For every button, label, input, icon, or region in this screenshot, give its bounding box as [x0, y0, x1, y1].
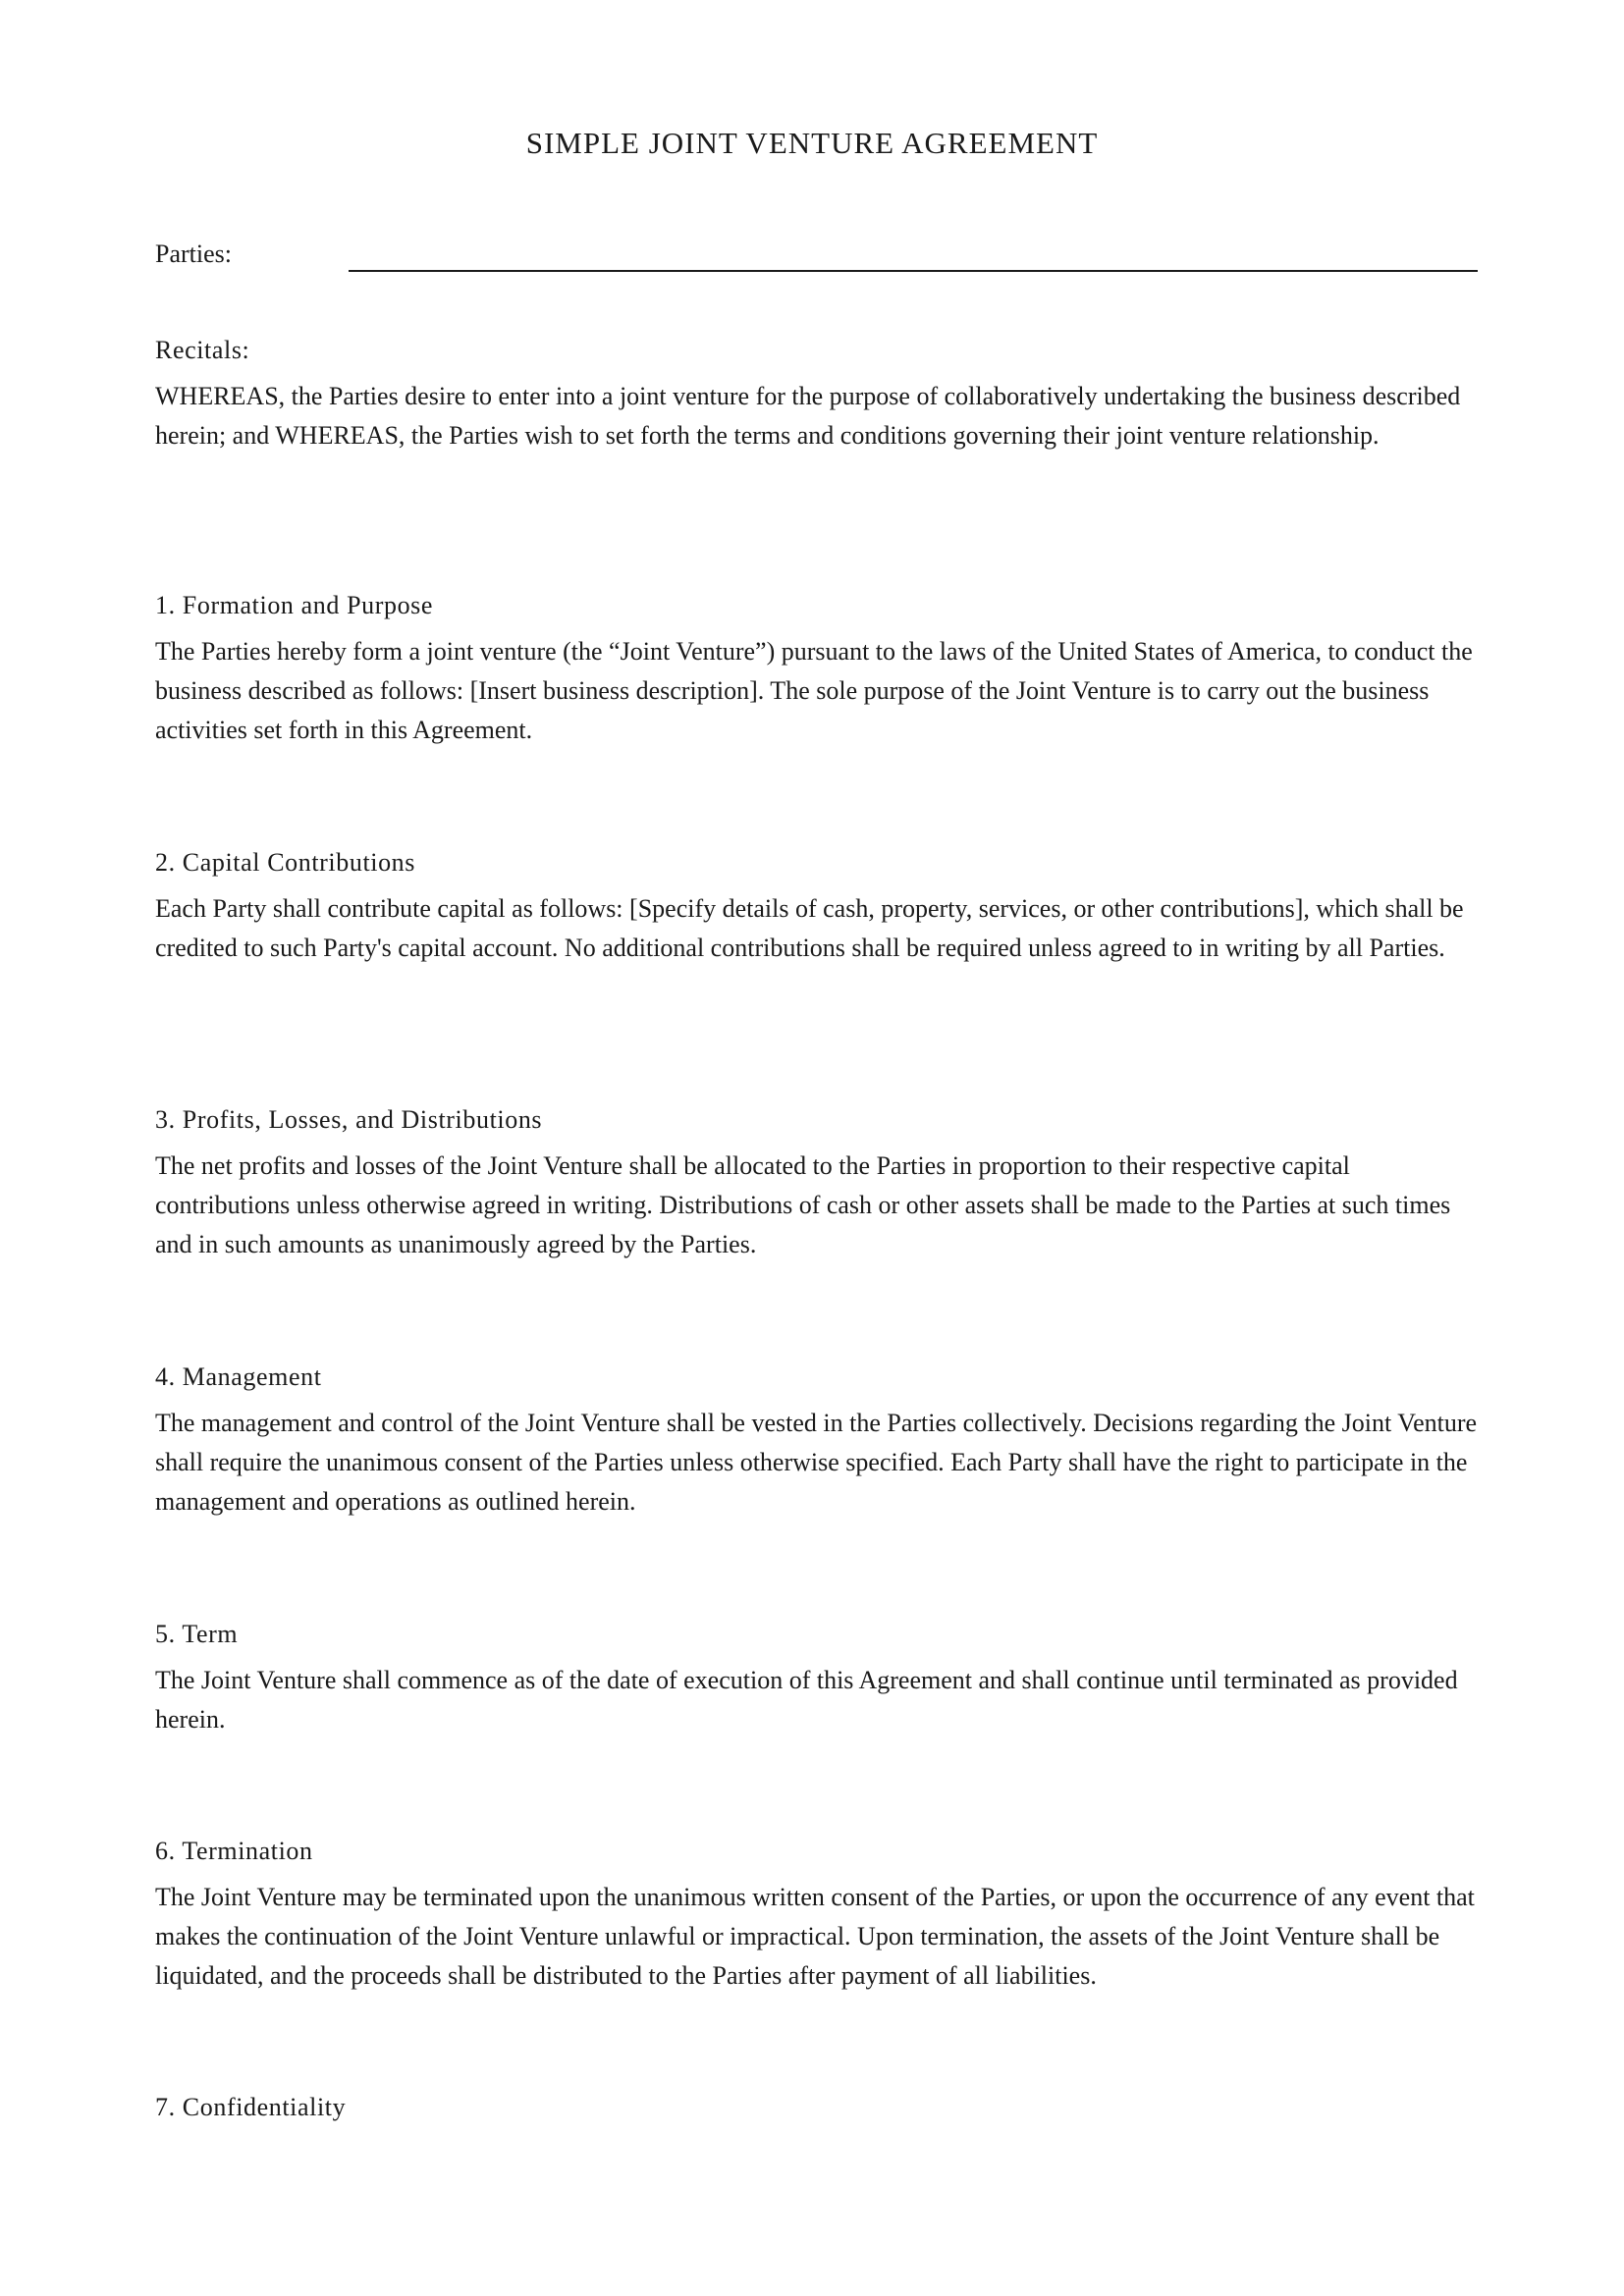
- section-text: The Parties hereby form a joint venture (the “Joint Venture”) pursuant to the laws of the United States of America, to conduct the business described as follows: [Insert business description]. The sole purpose of the Joint Venture is to carry out the business activities set forth in this Agreement.: [155, 637, 1473, 744]
- section-termination: [155, 1835, 1483, 1996]
- section-text: The Joint Venture may be terminated upon the unanimous written consent of the Parties, or upon the occurrence of any event that makes the continuation of the Joint Venture unlawful or impractical. Upon termination, the assets of the Joint Venture shall be liquidated, and the proceeds shall be distributed to the Parties after payment of all liabilities.: [155, 1883, 1475, 1990]
- section-heading: 2. Capital Contributions: [155, 848, 416, 877]
- section-formation-purpose: [155, 589, 1483, 750]
- section-term: [155, 1618, 1483, 1739]
- recitals-text: WHEREAS, the Parties desire to enter into a joint venture for the purpose of collaboratively undertaking the business described herein; and WHEREAS, the Parties wish to set forth the terms and conditions governing their joint venture relationship.: [155, 382, 1461, 450]
- section-heading: 6. Termination: [155, 1837, 313, 1865]
- section-text: The management and control of the Joint Venture shall be vested in the Parties collectively. Decisions regarding the Joint Venture shall require the unanimous consent of the Parties unless otherwise specified. Each Party shall have the right to participate in the management and operations as outlined herein.: [155, 1409, 1478, 1516]
- parties-signature-line: [349, 270, 1478, 272]
- recitals-heading: Recitals:: [155, 336, 250, 364]
- section-text: The Joint Venture shall commence as of the date of execution of this Agreement and shall continue until terminated as provided herein.: [155, 1666, 1458, 1734]
- section-capital-contributions: [155, 846, 1483, 968]
- section-heading: 4. Management: [155, 1362, 322, 1391]
- section-profits-losses: [155, 1103, 1483, 1264]
- document-title: SIMPLE JOINT VENTURE AGREEMENT: [525, 126, 1099, 160]
- recitals-section: [155, 334, 1483, 455]
- section-heading: 3. Profits, Losses, and Distributions: [155, 1105, 543, 1134]
- section-heading: 1. Formation and Purpose: [155, 591, 434, 619]
- section-text: Each Party shall contribute capital as follows: [Specify details of cash, property, services, or other contributions], which shall be credited to such Party's capital account. No additional contributions shall be required unless agreed to in writing by all Parties.: [155, 894, 1464, 962]
- parties-label: Parties:: [155, 240, 232, 268]
- section-heading: 5. Term: [155, 1620, 239, 1648]
- section-management: [155, 1361, 1483, 1522]
- section-text: The net profits and losses of the Joint Venture shall be allocated to the Parties in proportion to their respective capital contributions unless otherwise agreed in writing. Distributions of cash or other assets shall be made to the Parties at such times and in such amounts as unanimously agreed by the Parties.: [155, 1151, 1451, 1258]
- section-confidentiality: [155, 2091, 1483, 2134]
- section-heading: 7. Confidentiality: [155, 2093, 347, 2121]
